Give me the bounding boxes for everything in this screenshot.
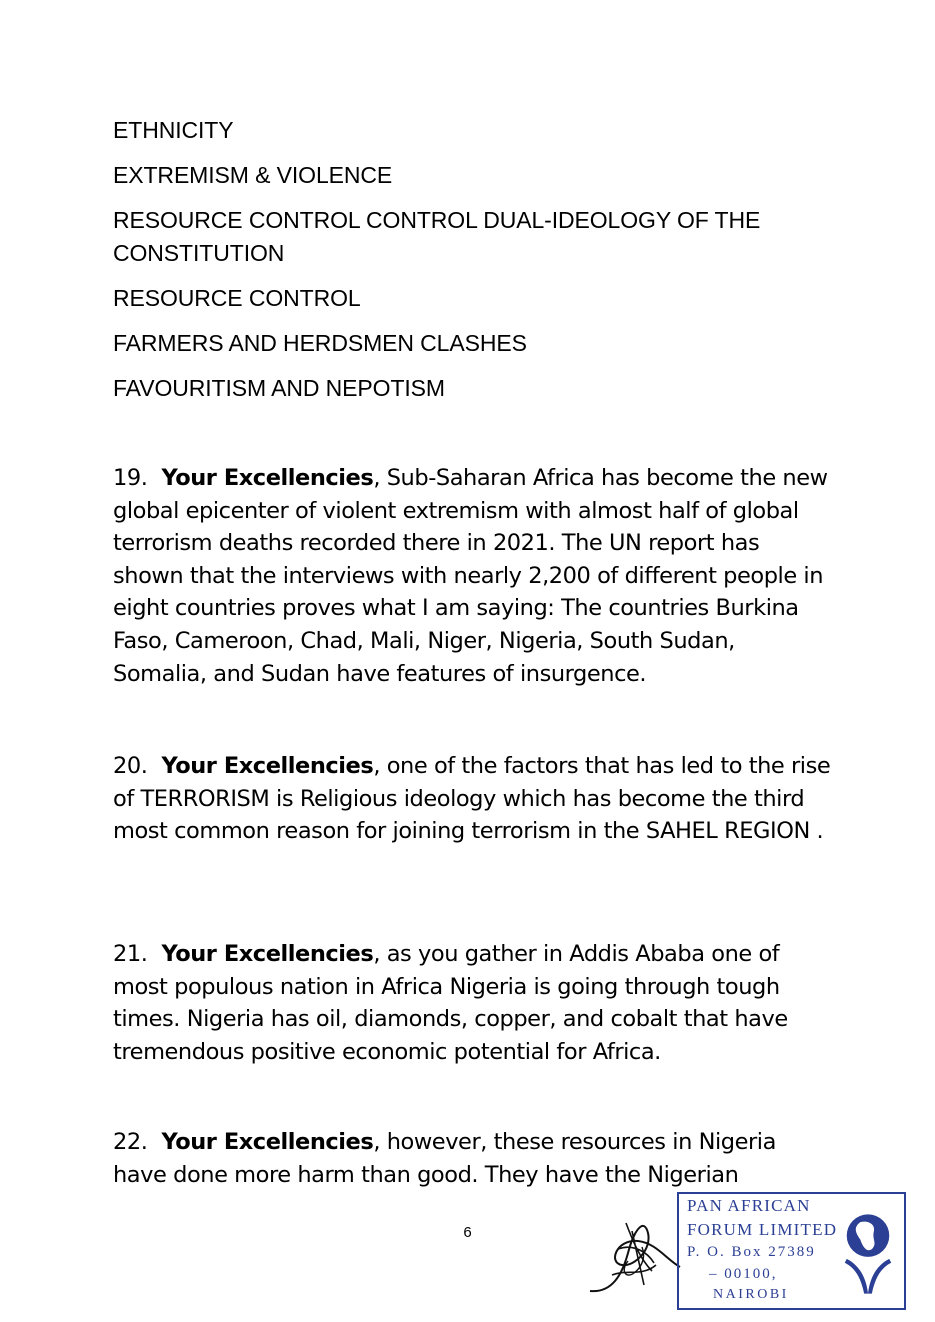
paragraph-text: , as you gather in Addis Ababa one of most populous nation in Africa Nigeria is going through tough times. Nigeria has oil, diamonds, copper, and cobalt that have tremendous positive economic potential for Africa. xyxy=(113,941,788,1065)
paragraph-number: 19. xyxy=(113,465,148,491)
paragraph-number: 20. xyxy=(113,753,148,779)
stamp-line: PAN AFRICAN xyxy=(687,1196,811,1215)
paragraph-lead: Your Excellencies xyxy=(161,941,374,967)
paragraph-22 xyxy=(113,1126,833,1191)
globe-icon xyxy=(839,1204,897,1304)
list-item: RESOURCE CONTROL CONTROL DUAL-IDEOLOGY OF THE CONSTITUTION xyxy=(113,207,761,266)
paragraph-text: , one of the factors that has led to the rise of TERRORISM is Religious ideology which has become the third most common reason for joining terrorism in the SAHEL REGION . xyxy=(113,753,831,845)
stamp-line: – 00100, xyxy=(709,1266,778,1282)
page-number: 6 xyxy=(463,1224,472,1241)
paragraph-number: 21. xyxy=(113,941,148,967)
paragraph-text: , Sub-Saharan Africa has become the new global epicenter of violent extremism with almost half of global terrorism deaths recorded there in 2021. The UN report has shown that the interviews with nearly 2,200 of different people in eight countries proves what I am saying: The countries Burkina Faso, Cameroon, Chad, Mali, Niger, Nigeria, South Sudan, Somalia, and Sudan have features of insurgence. xyxy=(113,465,828,687)
paragraph-20 xyxy=(113,750,833,848)
list-item: FARMERS AND HERDSMEN CLASHES xyxy=(113,330,527,356)
list-item: RESOURCE CONTROL xyxy=(113,285,361,311)
paragraph-lead: Your Excellencies xyxy=(161,465,374,491)
paragraph-21 xyxy=(113,938,833,1068)
stamp-line: P. O. Box 27389 xyxy=(687,1244,816,1260)
company-stamp xyxy=(677,1192,906,1310)
paragraph-lead: Your Excellencies xyxy=(161,753,374,779)
paragraph-19 xyxy=(113,462,833,690)
stamp-line: NAIROBI xyxy=(713,1287,789,1302)
signature-icon xyxy=(582,1205,682,1300)
paragraph-lead: Your Excellencies xyxy=(161,1129,374,1155)
stamp-line: FORUM LIMITED xyxy=(687,1220,838,1239)
list-item: FAVOURITISM AND NEPOTISM xyxy=(113,375,445,401)
list-item: ETHNICITY xyxy=(113,117,234,143)
paragraph-text: , however, these resources in Nigeria have done more harm than good. They have the Nigerian xyxy=(113,1129,776,1188)
list-item: EXTREMISM & VIOLENCE xyxy=(113,162,393,188)
paragraph-number: 22. xyxy=(113,1129,148,1155)
